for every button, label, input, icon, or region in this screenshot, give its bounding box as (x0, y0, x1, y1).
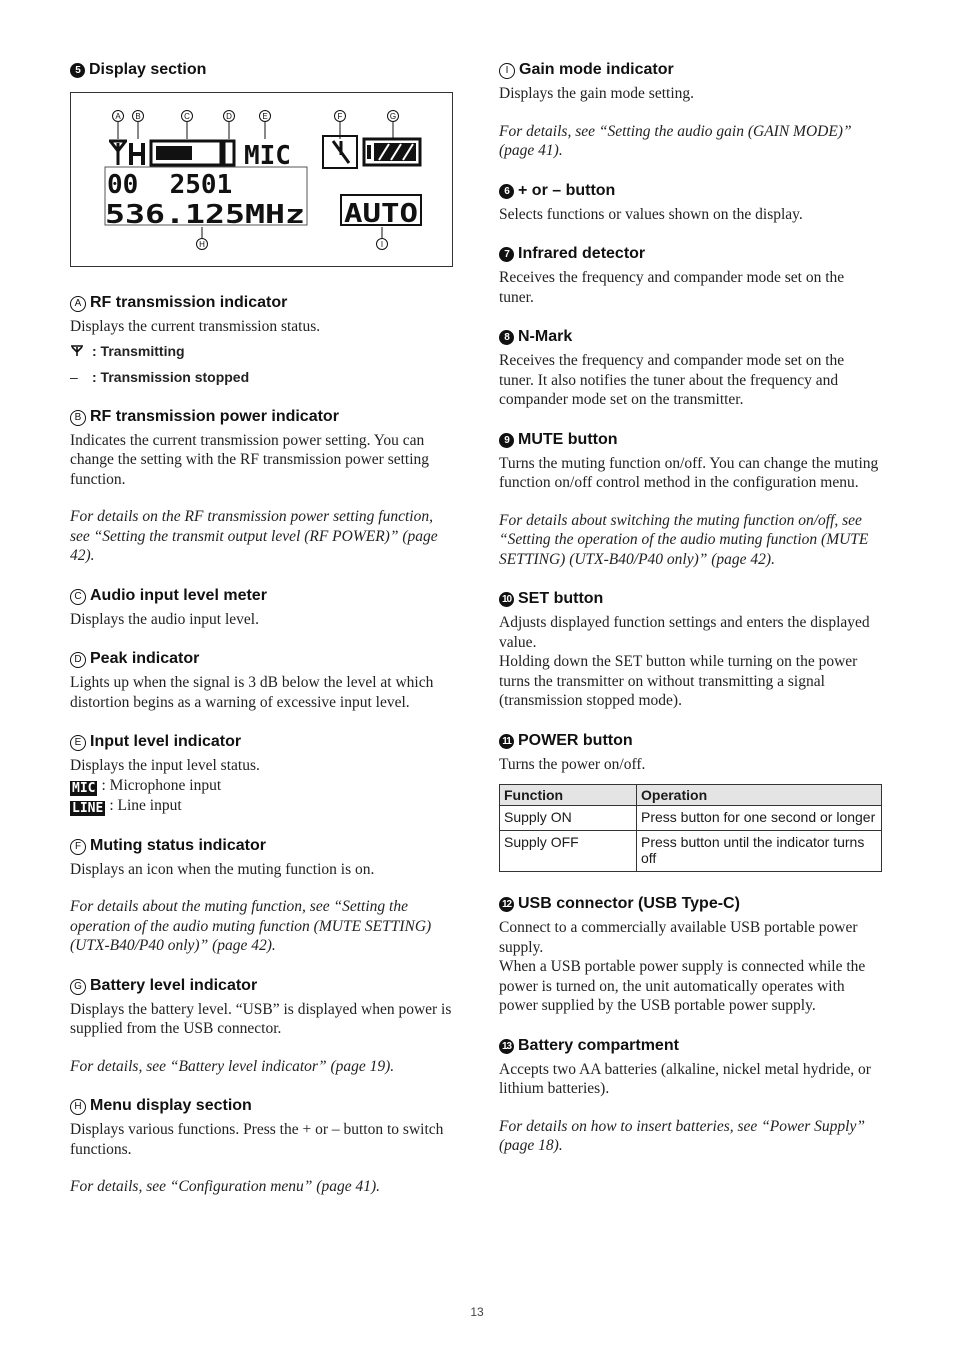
section-gain-mode: I Gain mode indicator Displays the gain mode setting. For details, see “Setting the audio gain (GAIN MODE)” (page 41). (499, 61, 852, 159)
svg-text:G: G (389, 112, 397, 121)
callout-e (260, 111, 271, 140)
rf-power-h (129, 143, 145, 165)
number-badge: 9 (499, 433, 514, 448)
section-battery-level: G Battery level indicator Displays the battery level. “USB” is displayed when power is supplied from the USB connector. For details, see “Battery level indicator” (page 19). (70, 976, 452, 1075)
section-input-level-indicator: E Input level indicator Displays the input level status. MIC : Microphone input LINE : Line input (70, 732, 453, 816)
callout-i (377, 227, 388, 250)
section-menu-display: H Menu display section Displays various functions. Press the + or – button to switch functions. For details, see “Configuration menu” (page 41). (70, 1097, 444, 1195)
lcd-svg (71, 93, 452, 266)
number-badge: 11 (499, 734, 514, 749)
input-line: LINE : Line input (72, 796, 182, 816)
section-infrared-detector: 7 Infrared detector Receives the frequency and compander mode set on the tuner. (499, 245, 845, 306)
section-peak-indicator: D Peak indicator Lights up when the signal is 3 dB below the level at which distortion begins as a warning of excessive input level. (70, 650, 434, 711)
number-badge: 13 (499, 1039, 514, 1054)
svg-text:E: E (262, 112, 268, 121)
svg-text:D: D (226, 112, 232, 121)
lcd-diagram (70, 92, 453, 267)
antenna-icon (109, 141, 127, 165)
callout-a (113, 111, 124, 140)
status-stopped: – : Transmission stopped (70, 368, 250, 385)
callout-h (197, 227, 208, 250)
svg-text:B: B (135, 112, 141, 121)
svg-text:I: I (380, 240, 384, 249)
input-mode-text: MIC (244, 141, 291, 171)
table-header-row: Function Operation (500, 785, 882, 806)
section-muting-status: F Muting status indicator Displays an icon when the muting function is on. For details about the muting function, see “Setting the operation of the audio muting function (MUTE SETTING) (UTX-B40/P40 only)” (page 42). (70, 836, 432, 954)
peak-indicator (224, 141, 234, 165)
callout-d (224, 111, 235, 140)
svg-text:H: H (199, 240, 205, 249)
section-plus-minus-button: 6 + or – button Selects functions or values shown on the display. (499, 181, 803, 223)
status-transmitting: : Transmitting (70, 341, 453, 361)
svg-text:A: A (115, 112, 121, 121)
table-row: Supply ON Press button for one second or longer (500, 806, 882, 831)
callout-c (182, 111, 193, 140)
number-badge: 5 (70, 63, 85, 78)
svg-text:C: C (184, 112, 190, 121)
gain-mode-text: AUTO (344, 199, 418, 229)
power-operation-table (499, 784, 882, 872)
letter-badge: A (70, 296, 86, 312)
channel-text: 00 2501 (107, 170, 233, 200)
letter-badge: I (499, 63, 515, 79)
letter-badge: G (70, 979, 86, 995)
number-badge: 12 (499, 897, 514, 912)
right-column (499, 60, 882, 1176)
section-rf-transmission-indicator: A RF transmission indicator Displays the current transmission status. : Transmitting – : Transmission stopped (70, 293, 453, 387)
left-column (70, 60, 453, 1217)
number-badge: 10 (499, 592, 514, 607)
callout-f (335, 111, 346, 140)
section-power-button: 11 POWER button Turns the power on/off. Function Operation Supply ON Press button for one second or longer Supply OFF Press button until the indicator turns off (499, 731, 882, 873)
section-audio-input-meter: C Audio input level meter Displays the audio input level. (70, 586, 267, 628)
line-icon: LINE (72, 800, 104, 816)
letter-badge: E (70, 735, 86, 751)
callout-g (388, 111, 399, 140)
number-badge: 7 (499, 247, 514, 262)
number-badge: 6 (499, 184, 514, 199)
letter-badge: F (70, 839, 86, 855)
mic-icon: MIC (72, 780, 96, 796)
letter-badge: D (70, 652, 86, 668)
section-set-button: 10 SET button Adjusts displayed function settings and enters the displayed value. Holding down the SET button while turning on the power turns the transmitter on without transmitting a signal (transmission stopped mode). (499, 590, 870, 709)
table-row: Supply OFF Press button until the indicator turns off (500, 831, 882, 872)
svg-text:F: F (337, 112, 343, 121)
callout-b (133, 111, 144, 140)
section-usb-connector: 12 USB connector (USB Type-C) Connect to a commercially available USB portable power supply. When a USB portable power supply is connected while the power is turned on, the unit automatically operates with power supplied by the USB portable power supply. (499, 895, 866, 1014)
section-n-mark: 8 N-Mark Receives the frequency and compander mode set on the tuner. It also notifies the tuner about the frequency and compander mode set on the transmitter. (499, 328, 845, 408)
section-rf-power-indicator: B RF transmission power indicator Indicates the current transmission power setting. You can change the setting with the RF transmission power setting function. For details on the RF transmission power setting function, see “Setting the transmit output level (RF POWER)” (page 42). (70, 407, 438, 564)
letter-badge: C (70, 589, 86, 605)
page-number: 13 (470, 1305, 484, 1319)
input-mic: MIC : Microphone input (72, 776, 222, 796)
letter-badge: H (70, 1099, 86, 1115)
section-mute-button: 9 MUTE button Turns the muting function on/off. You can change the muting function on/off control method in the configuration menu. For details about switching the muting function on/off, see “Setting the operation of the audio muting function (MUTE SETTING) (UTX-B40/P40 only)” (page 42). (499, 430, 879, 568)
letter-badge: B (70, 410, 86, 426)
antenna-icon (70, 341, 92, 361)
frequency-text: 536.125MHz (105, 200, 305, 230)
display-section-heading: 5 Display section (70, 60, 453, 80)
number-badge: 8 (499, 330, 514, 345)
section-battery-compartment: 13 Battery compartment Accepts two AA batteries (alkaline, nickel metal hydride, or lithium batteries). For details on how to insert batteries, see “Power Supply” (page 18). (499, 1036, 871, 1154)
